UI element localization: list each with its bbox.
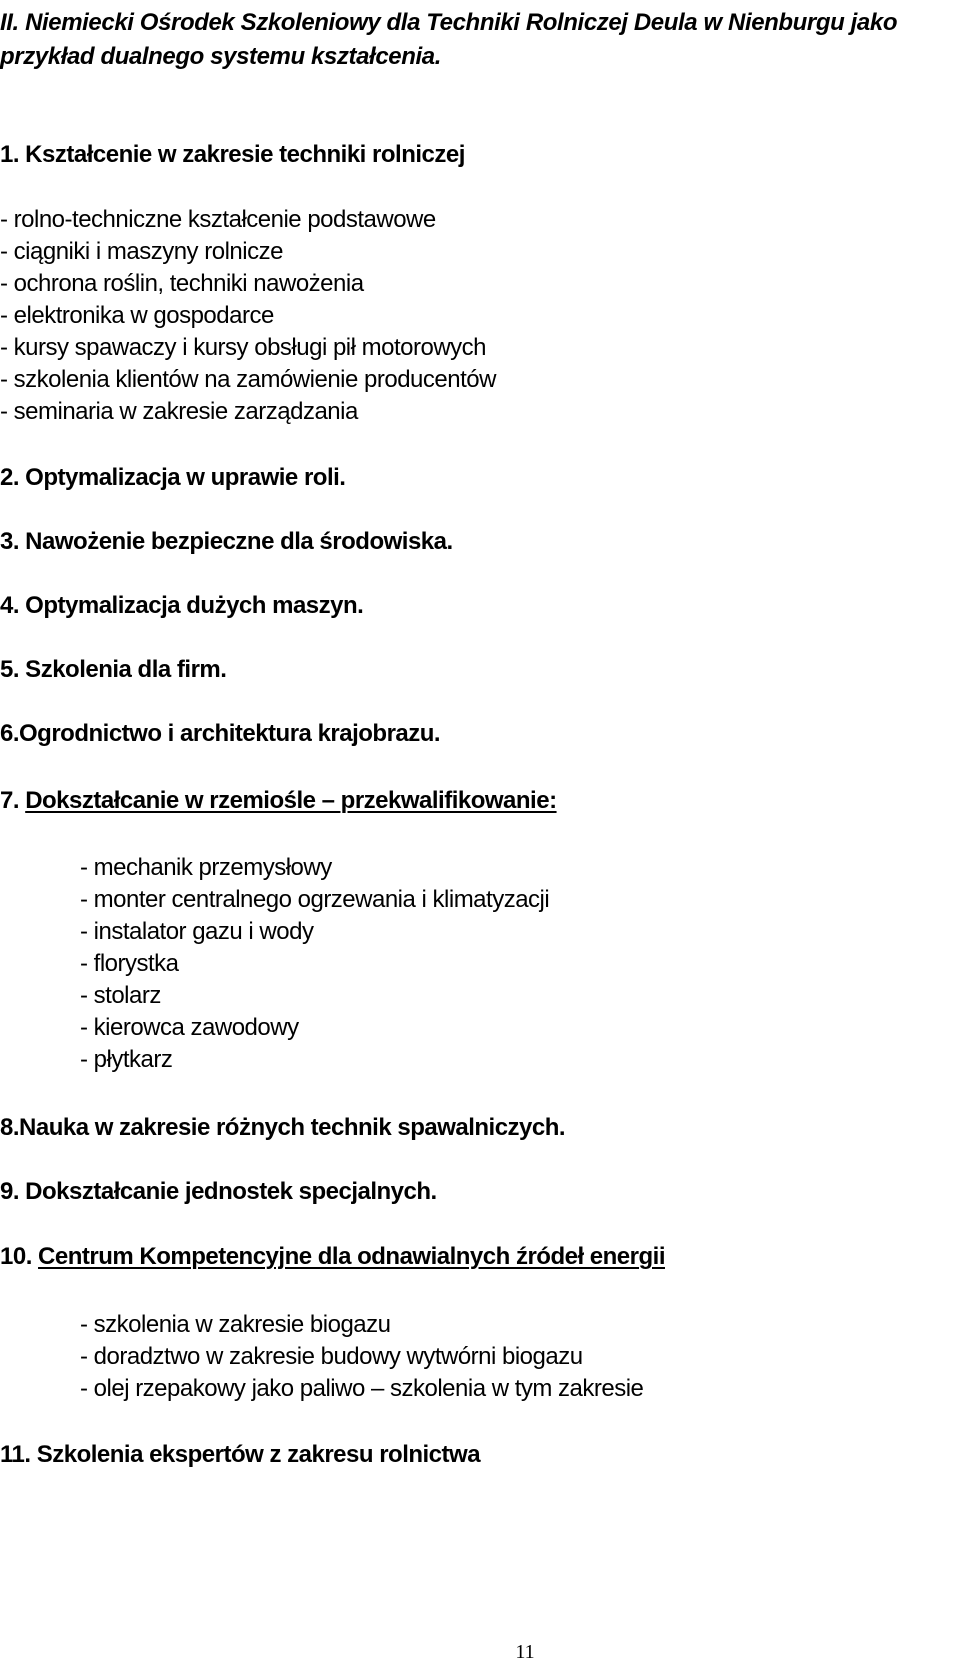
list-item: - kierowca zawodowy (80, 1014, 299, 1041)
list-item: - szkolenia w zakresie biogazu (80, 1311, 391, 1338)
list-item: - rolno-techniczne kształcenie podstawowe (0, 206, 436, 233)
section-4-title: 4. Optymalizacja dużych maszyn. (0, 592, 364, 619)
section-7-title-text: Dokształcanie w rzemiośle – przekwalifikowanie: (25, 787, 557, 814)
section-6-title: 6.Ogrodnictwo i architektura krajobrazu. (0, 720, 441, 747)
list-item: - szkolenia klientów na zamówienie producentów (0, 366, 496, 393)
section-9-title: 9. Dokształcanie jednostek specjalnych. (0, 1178, 437, 1205)
list-item: - płytkarz (80, 1046, 173, 1073)
section-11-title: 11. Szkolenia ekspertów z zakresu rolnictwa (0, 1441, 481, 1468)
list-item: - ochrona roślin, techniki nawożenia (0, 270, 364, 297)
section-7-title (0, 786, 557, 816)
section-10-title-text: Centrum Kompetencyjne dla odnawialnych źródeł energii (38, 1243, 665, 1270)
list-item: - ciągniki i maszyny rolnicze (0, 238, 283, 265)
list-item: - kursy spawaczy i kursy obsługi pił motorowych (0, 334, 486, 361)
list-item: - doradztwo w zakresie budowy wytwórni biogazu (80, 1343, 583, 1370)
section-3-title: 3. Nawożenie bezpieczne dla środowiska. (0, 528, 453, 555)
section-8-title: 8.Nauka w zakresie różnych technik spawalniczych. (0, 1114, 566, 1141)
list-item: - stolarz (80, 982, 161, 1009)
list-item: - mechanik przemysłowy (80, 854, 332, 881)
document-heading: II. Niemiecki Ośrodek Szkoleniowy dla Techniki Rolniczej Deula w Nienburgu jako przykład dualnego systemu kształcenia. (0, 9, 898, 70)
section-1-title: 1. Kształcenie w zakresie techniki rolniczej (0, 141, 465, 168)
list-item: - monter centralnego ogrzewania i klimatyzacji (80, 886, 550, 913)
list-item: - instalator gazu i wody (80, 918, 314, 945)
page-number: 11 (515, 1641, 535, 1663)
section-7-number: 7. (0, 787, 26, 814)
list-item: - elektronika w gospodarce (0, 302, 274, 329)
section-5-title: 5. Szkolenia dla firm. (0, 656, 227, 683)
section-2-title: 2. Optymalizacja w uprawie roli. (0, 464, 346, 491)
section-10-title (0, 1242, 665, 1272)
section-10-number: 10. (0, 1243, 39, 1270)
list-item: - florystka (80, 950, 179, 977)
list-item: - olej rzepakowy jako paliwo – szkolenia w tym zakresie (80, 1375, 644, 1402)
list-item: - seminaria w zakresie zarządzania (0, 398, 358, 425)
